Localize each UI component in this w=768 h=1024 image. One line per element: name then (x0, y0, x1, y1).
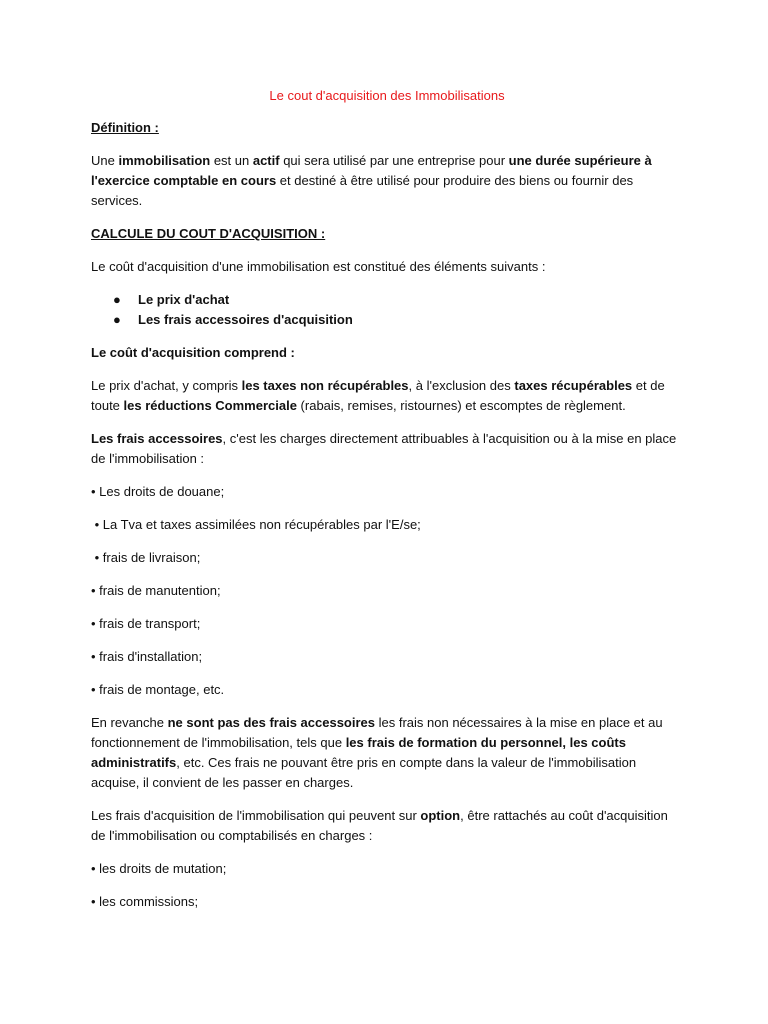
list-item (91, 290, 683, 310)
text-run: est un (210, 153, 253, 168)
list-item (91, 310, 683, 330)
list-item-label: Les frais accessoires d'acquisition (138, 312, 353, 327)
option-paragraph (91, 806, 683, 846)
bold-run: Les frais accessoires (91, 431, 223, 446)
text-run: qui sera utilisé par une entreprise pour (279, 153, 509, 168)
calc-heading (91, 224, 683, 244)
bold-run: taxes récupérables (514, 378, 633, 393)
definition-heading (91, 118, 683, 138)
calc-list (91, 290, 683, 330)
text-run: , etc. Ces frais ne pouvant être pris en compte dans la valeur de l'immobilisation acquise, il convient de les passer en charges. (91, 755, 637, 790)
bold-run: ne sont pas des frais accessoires (167, 715, 375, 730)
bold-run: les frais de formation du personnel, les coûts administratifs (91, 735, 626, 770)
prix-achat-paragraph (91, 376, 683, 416)
list-item-label: Le prix d'achat (138, 292, 230, 307)
text-run: , à l'exclusion des (408, 378, 515, 393)
list-item: • frais de livraison; (91, 550, 201, 565)
bold-run: les réductions Commerciale (123, 398, 297, 413)
text-run: Le prix d'achat, y compris (91, 378, 242, 393)
text-run: , c'est les charges directement attribuables à l'acquisition ou à la mise en place de l'immobilisation : (91, 431, 677, 466)
bold-run: immobilisation (118, 153, 211, 168)
text-run: et de toute (91, 378, 665, 413)
frais-accessoires-paragraph (91, 429, 683, 469)
comprend-heading-text: Le coût d'acquisition comprend : (91, 345, 295, 360)
bullet-icon: ● (113, 312, 121, 327)
definition-paragraph (91, 151, 683, 211)
list-item: • frais de montage, etc. (91, 682, 225, 697)
bold-run: les taxes non récupérables (241, 378, 409, 393)
comprend-heading (91, 343, 683, 363)
list-item: • frais d'installation; (91, 649, 203, 664)
text-run: les frais non nécessaires à la mise en place et au fonctionnement de l'immobilisation, tels que (91, 715, 663, 750)
list-item: • La Tva et taxes assimilées non récupérables par l'E/se; (91, 517, 421, 532)
bold-run: une durée supérieure à l'exercice comptable en cours (91, 153, 652, 188)
text-run: , être rattachés au coût d'acquisition de l'immobilisation ou comptabilisés en charges : (91, 808, 668, 843)
list-item: • frais de manutention; (91, 583, 221, 598)
calc-intro: Le coût d'acquisition d'une immobilisation est constitué des éléments suivants : (91, 259, 546, 274)
calc-heading-text: CALCULE DU COUT D'ACQUISITION : (91, 226, 326, 241)
list-item: • Les droits de douane; (91, 484, 225, 499)
text-run: Les frais d'acquisition de l'immobilisation qui peuvent sur (91, 808, 421, 823)
document-body (91, 86, 683, 925)
list-item: • les commissions; (91, 894, 199, 909)
list-item: • les droits de mutation; (91, 861, 227, 876)
definition-heading-text: Définition : (91, 120, 159, 135)
bold-run: actif (252, 153, 280, 168)
bold-run: option (420, 808, 461, 823)
bullet-icon: ● (113, 292, 121, 307)
text-run: En revanche (91, 715, 168, 730)
text-run: (rabais, remises, ristournes) et escomptes de règlement. (296, 398, 626, 413)
revanche-paragraph (91, 713, 683, 793)
text-run: Une (91, 153, 119, 168)
document-title: Le cout d'acquisition des Immobilisations (269, 88, 505, 103)
text-run: et destiné à être utilisé pour produire des biens ou fournir des services. (91, 173, 634, 208)
list-item: • frais de transport; (91, 616, 201, 631)
